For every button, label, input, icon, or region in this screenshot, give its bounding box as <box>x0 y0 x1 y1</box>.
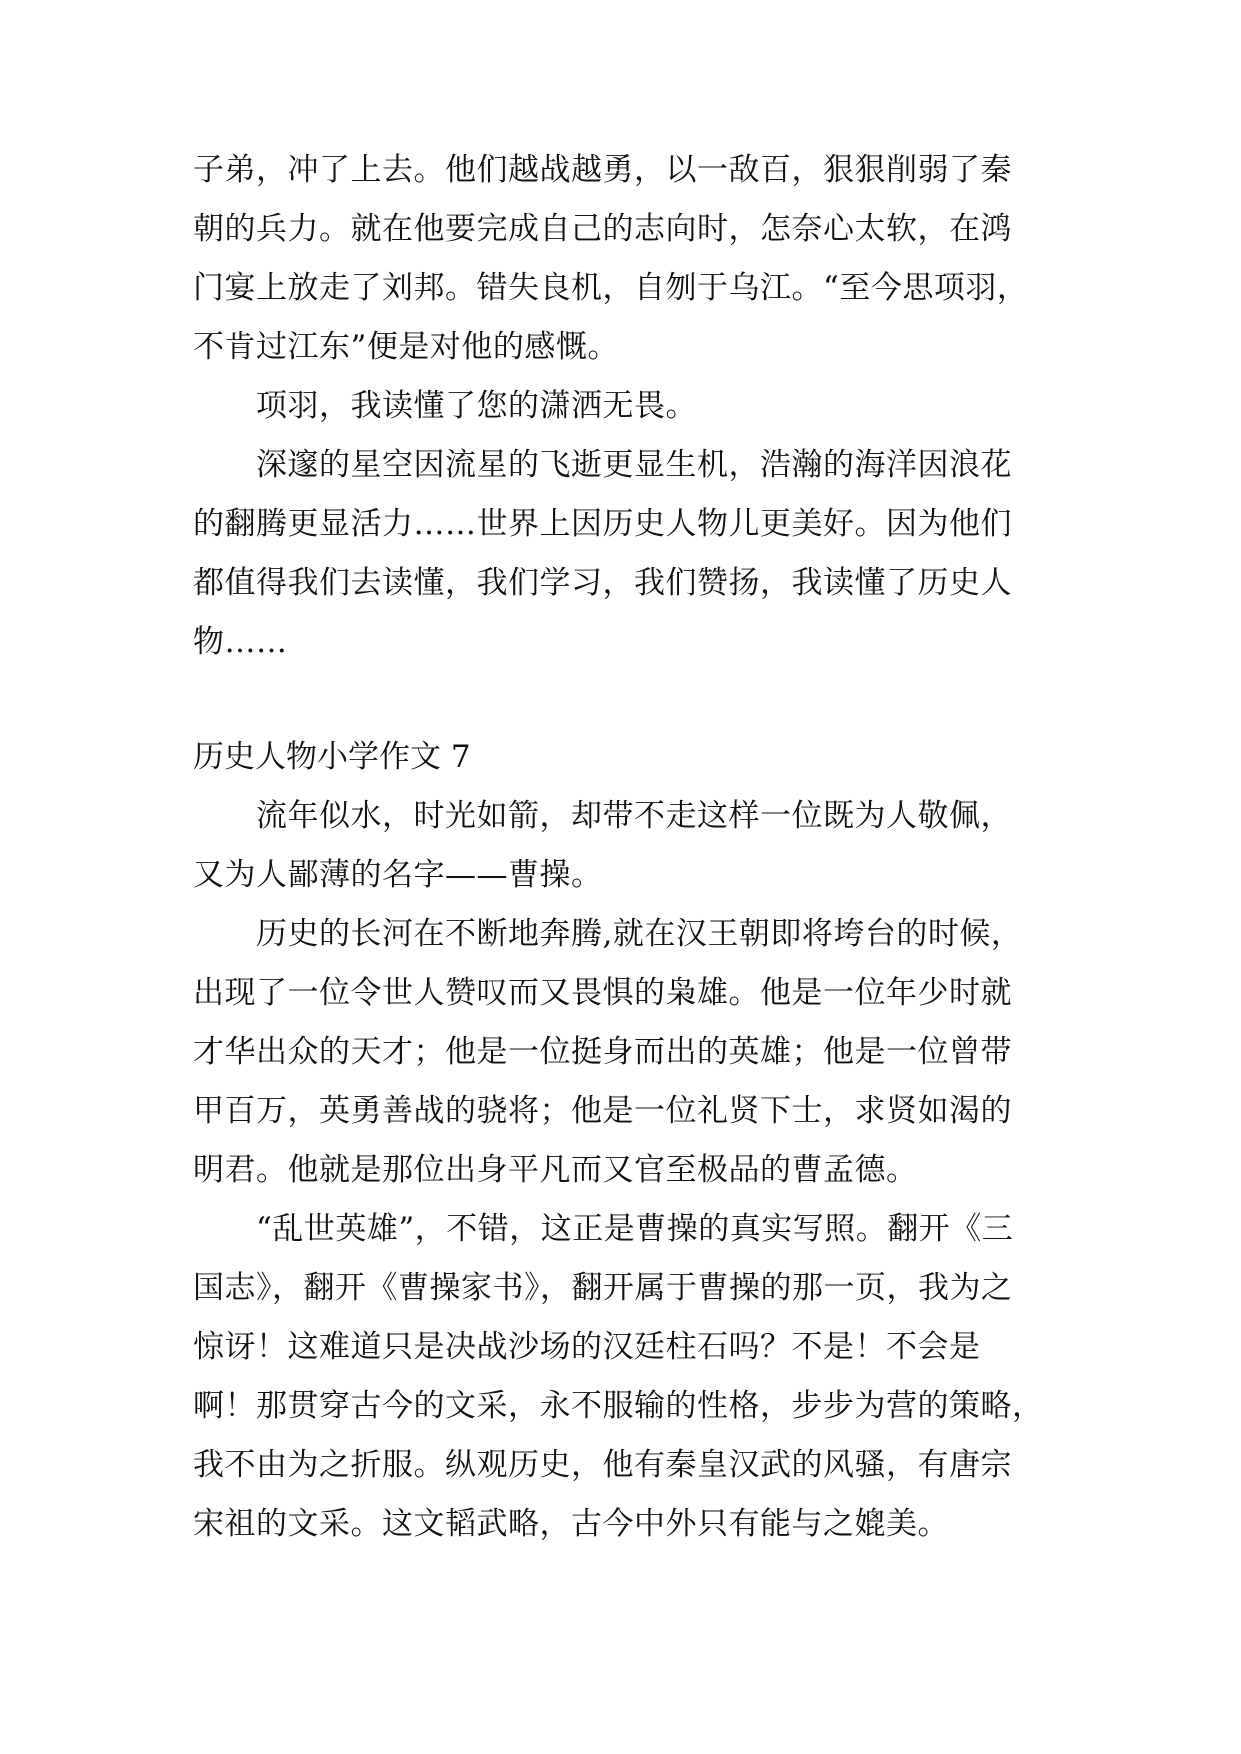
text-line: 项羽，我读懂了您的潇洒无畏。 <box>256 388 697 424</box>
text-line: 明君。他就是那位出身平凡而又官至极品的曹孟德。 <box>193 1152 918 1188</box>
section-title: 历史人物小学作文 7 <box>193 739 471 775</box>
text-line: 惊讶！这难道只是决战沙场的汉廷柱石吗？不是！不会是 <box>193 1329 981 1365</box>
text-line: 不肯过江东”便是对他的感慨。 <box>193 329 619 365</box>
text-line: 我不由为之折服。纵观历史，他有秦皇汉武的风骚，有唐宗 <box>193 1447 1012 1483</box>
text-line: “乱世英雄”，不错，这正是曹操的真实写照。翻开《三 <box>256 1211 1014 1247</box>
text-line: 都值得我们去读懂，我们学习，我们赞扬，我读懂了历史人 <box>193 565 1012 601</box>
text-line: 深邃的星空因流星的飞逝更显生机，浩瀚的海洋因浪花 <box>256 447 1012 483</box>
text-line: 又为人鄙薄的名字——曹操。 <box>193 857 603 893</box>
text-line: 流年似水，时光如箭，却带不走这样一位既为人敬佩， <box>256 798 1012 834</box>
text-line: 甲百万，英勇善战的骁将；他是一位礼贤下士，求贤如渴的 <box>193 1093 1012 1129</box>
text-line: 历史的长河在不断地奔腾,就在汉王朝即将垮台的时候， <box>256 916 1023 952</box>
text-line: 出现了一位令世人赞叹而又畏惧的枭雄。他是一位年少时就 <box>193 975 1012 1011</box>
text-line: 朝的兵力。就在他要完成自己的志向时，怎奈心太软，在鸿 <box>193 211 1012 247</box>
text-line: 门宴上放走了刘邦。错失良机，自刎于乌江。“至今思项羽， <box>193 270 1029 306</box>
text-line: 国志》，翻开《曹操家书》，翻开属于曹操的那一页，我为之 <box>193 1270 1013 1306</box>
text-line: 啊！那贯穿古今的文采，永不服输的性格，步步为营的策略， <box>193 1388 1044 1424</box>
text-line: 才华出众的天才；他是一位挺身而出的英雄；他是一位曾带 <box>193 1034 1012 1070</box>
text-line: 子弟，冲了上去。他们越战越勇，以一敌百，狠狠削弱了秦 <box>193 152 1012 188</box>
text-line: 宋祖的文采。这文韬武略，古今中外只有能与之媲美。 <box>193 1506 949 1542</box>
text-line: 的翻腾更显活力……世界上因历史人物儿更美好。因为他们 <box>193 506 1012 542</box>
text-line: 物…… <box>193 624 288 660</box>
